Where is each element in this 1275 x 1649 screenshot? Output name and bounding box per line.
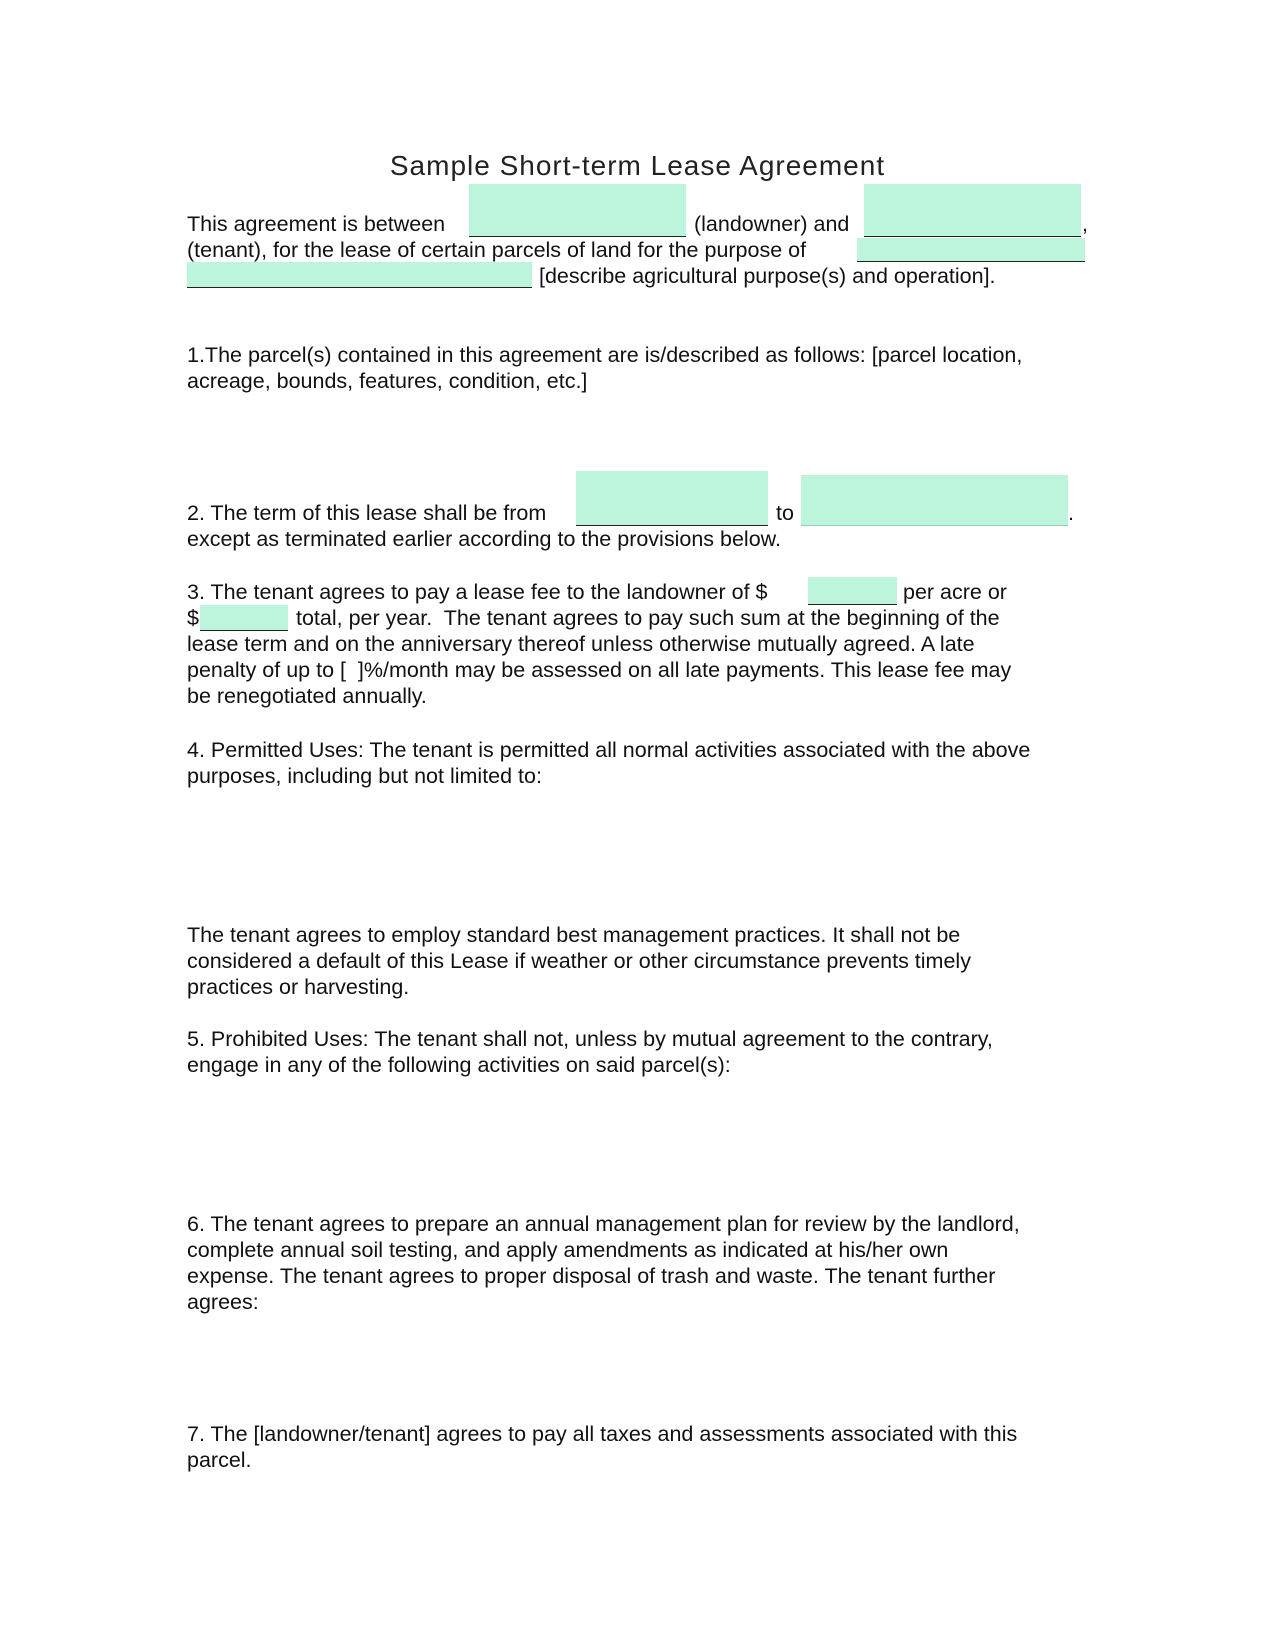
landowner-name-field[interactable]	[469, 184, 686, 237]
fee-total-field[interactable]	[200, 605, 288, 631]
section4-line2: purposes, including but not limited to:	[187, 764, 542, 788]
bmp-line3: practices or harvesting.	[187, 975, 410, 999]
intro-line3: [describe agricultural purpose(s) and operation].	[539, 264, 996, 288]
intro-line2: (tenant), for the lease of certain parcels of land for the purpose of	[187, 238, 807, 262]
section2-label-to: to	[776, 501, 794, 525]
bmp-line1: The tenant agrees to employ standard best management practices. It shall not be	[187, 923, 961, 947]
section5-line2: engage in any of the following activities on said parcel(s):	[187, 1053, 731, 1077]
section2-label-period: .	[1068, 501, 1074, 525]
intro-label-comma: ,	[1082, 212, 1088, 236]
document-title: Sample Short-term Lease Agreement	[389, 150, 886, 181]
intro-label-between: This agreement is between	[187, 212, 446, 236]
fee-per-acre-field[interactable]	[808, 577, 897, 605]
section3-line1: 3. The tenant agrees to pay a lease fee to the landowner of $	[187, 580, 768, 604]
section3-line2: total, per year. The tenant agrees to pay such sum at the beginning of the	[296, 606, 1000, 630]
section3-line3: lease term and on the anniversary thereof unless otherwise mutually agreed. A late	[187, 632, 975, 656]
section2-label-from: 2. The term of this lease shall be from	[187, 501, 547, 525]
section3-line4: penalty of up to [ ]%/month may be assessed on all late payments. This lease fee may	[187, 658, 1012, 682]
section3-dollar: $	[187, 606, 199, 630]
section6-line3: expense. The tenant agrees to proper disposal of trash and waste. The tenant further	[187, 1264, 996, 1288]
intro-label-landowner: (landowner) and	[694, 212, 850, 236]
section3-label-per-acre: per acre or	[903, 580, 1007, 604]
section3-line5: be renegotiated annually.	[187, 684, 427, 708]
section6-line1: 6. The tenant agrees to prepare an annual management plan for review by the landlord,	[187, 1212, 1020, 1236]
tenant-name-field[interactable]	[864, 184, 1081, 237]
section6-line2: complete annual soil testing, and apply amendments as indicated at his/her own	[187, 1238, 949, 1262]
purpose-field-line1[interactable]	[857, 238, 1085, 262]
section7-line2: parcel.	[187, 1448, 252, 1472]
section4-line1: 4. Permitted Uses: The tenant is permitted all normal activities associated with the above	[187, 738, 1031, 762]
section1-line2: acreage, bounds, features, condition, etc.]	[187, 369, 588, 393]
section1-line1: 1.The parcel(s) contained in this agreement are is/described as follows: [parcel location,	[187, 343, 1023, 367]
bmp-line2: considered a default of this Lease if weather or other circumstance prevents timely	[187, 949, 971, 973]
section7-line1: 7. The [landowner/tenant] agrees to pay all taxes and assessments associated with this	[187, 1422, 1018, 1446]
section6-line4: agrees:	[187, 1290, 259, 1314]
lease-start-date-field[interactable]	[576, 471, 768, 526]
lease-end-date-field[interactable]	[801, 475, 1068, 526]
section2-line2: except as terminated earlier according to the provisions below.	[187, 527, 781, 551]
purpose-field-line2[interactable]	[187, 262, 532, 288]
section5-line1: 5. Prohibited Uses: The tenant shall not, unless by mutual agreement to the contrary,	[187, 1027, 993, 1051]
